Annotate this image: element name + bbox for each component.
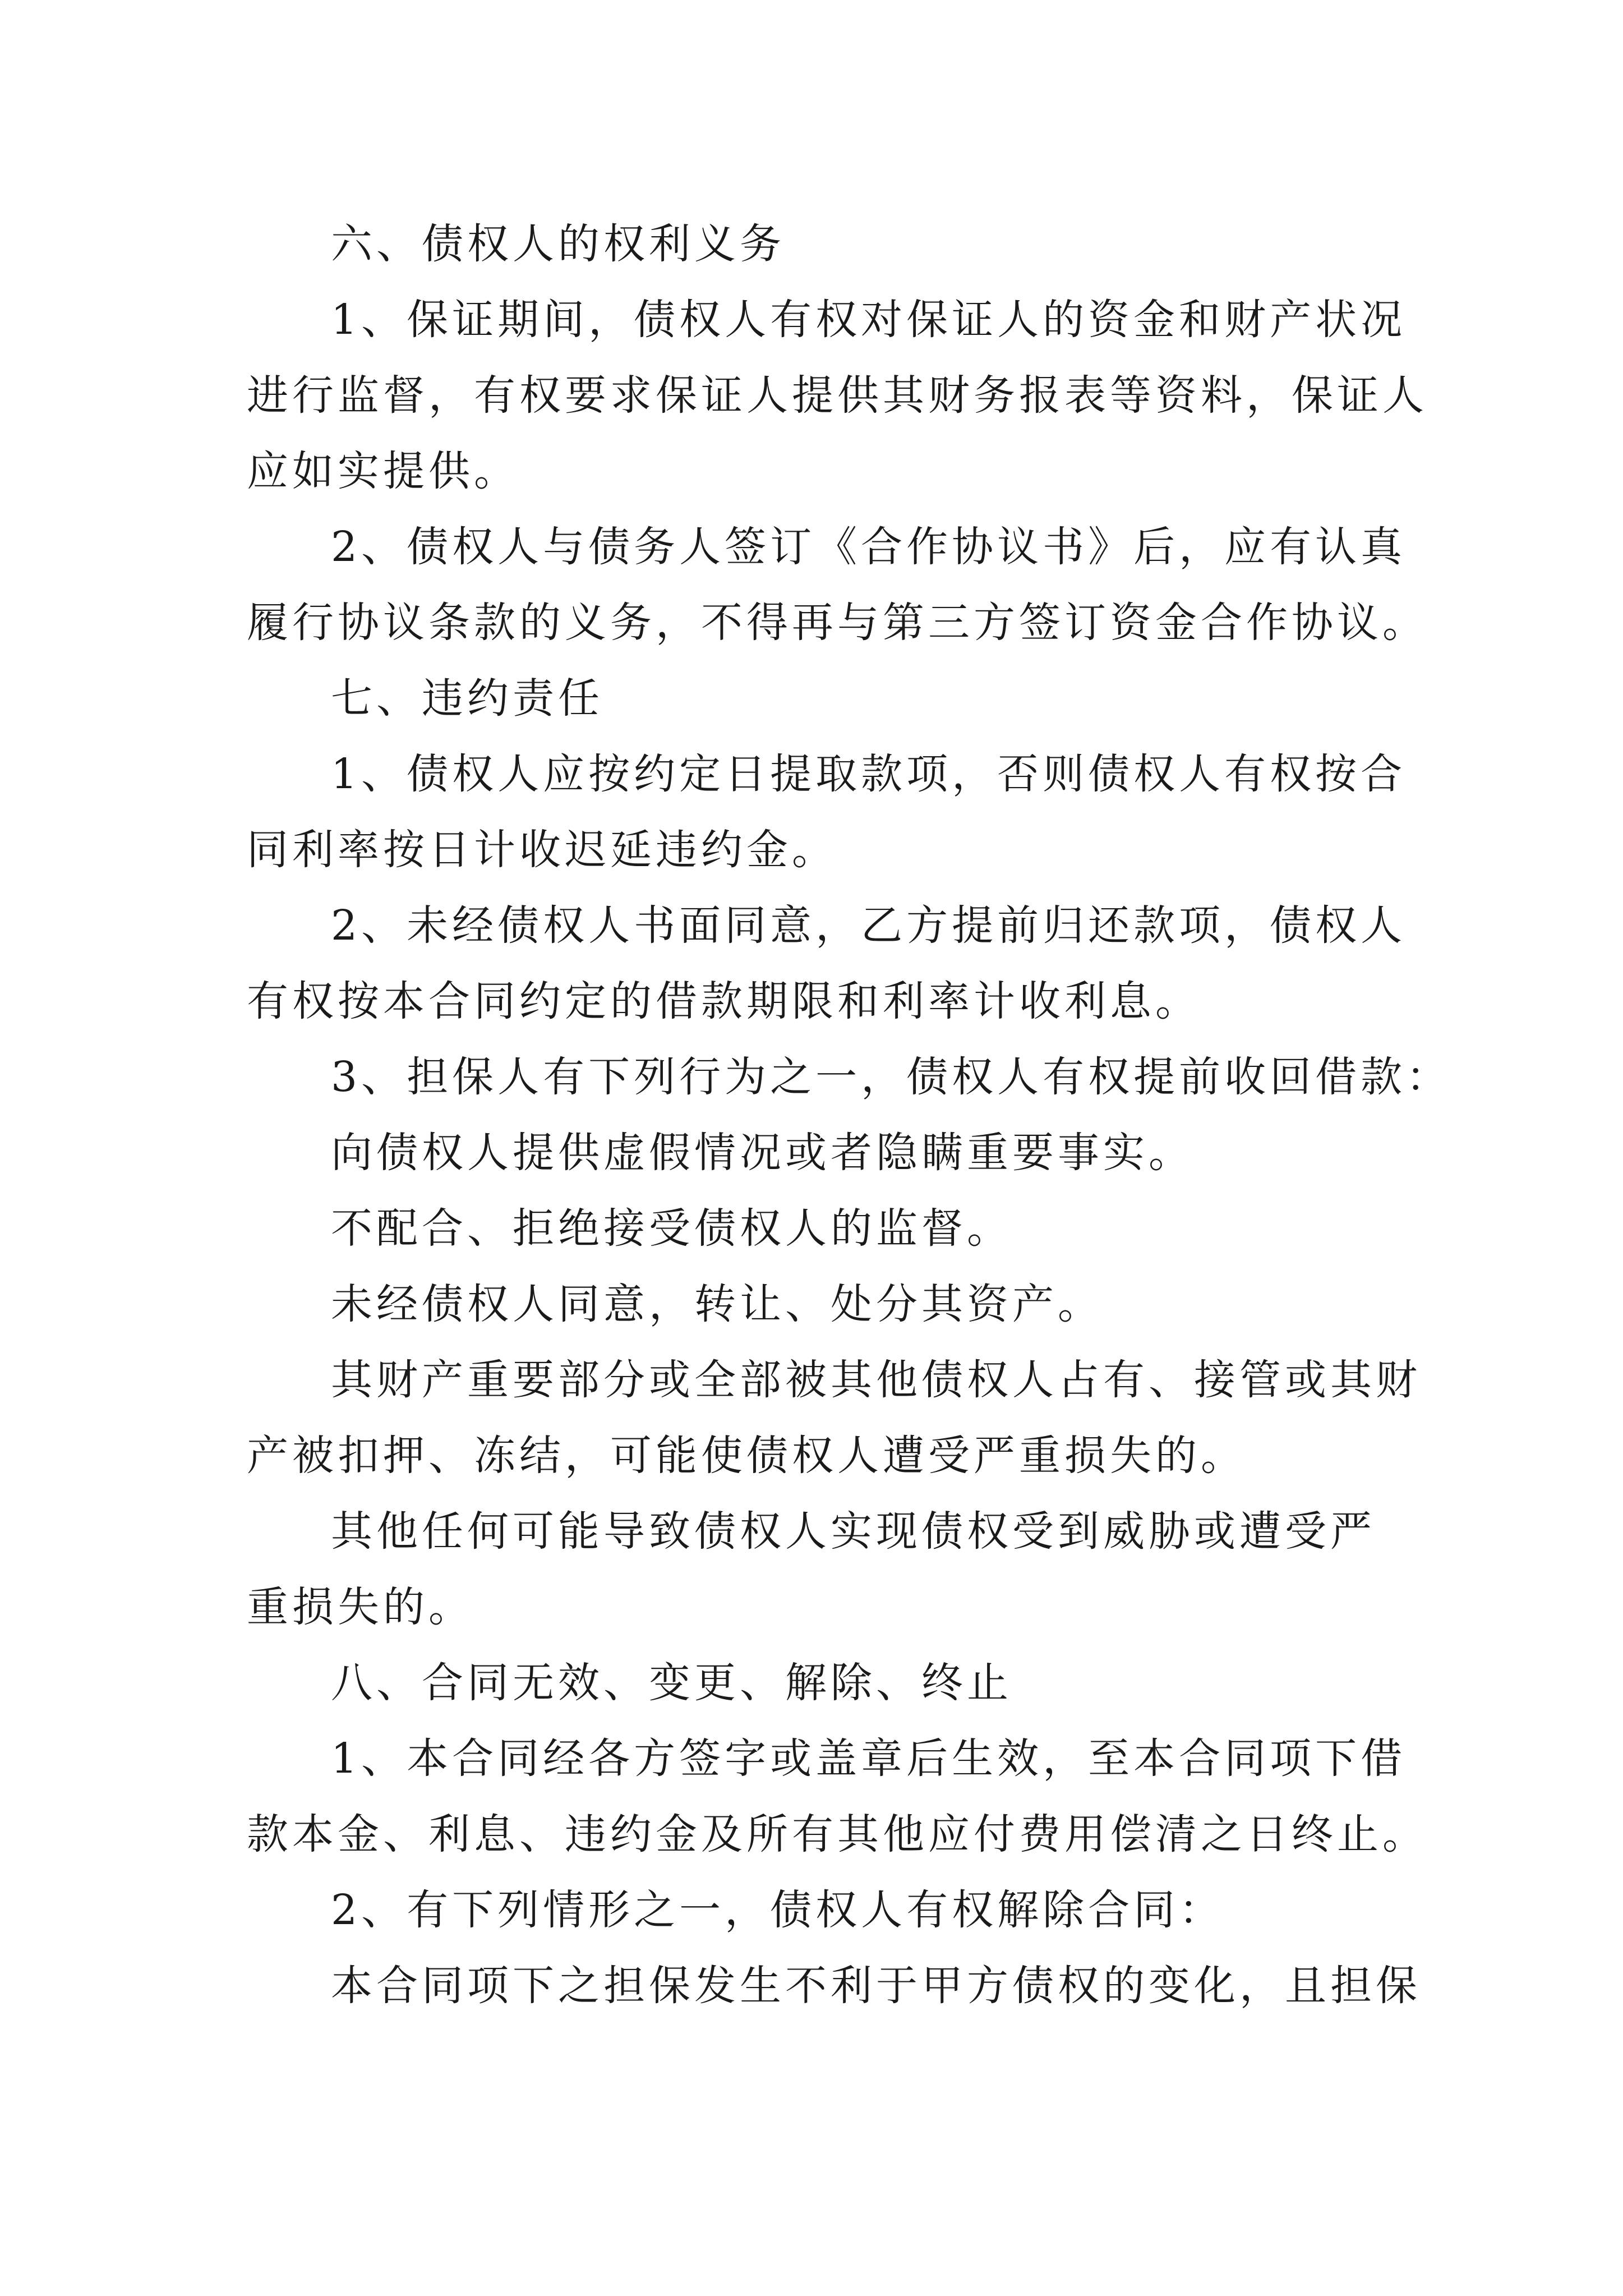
paragraph-line: 有权按本合同约定的借款期限和利率计收利息。: [247, 977, 1201, 1025]
section-heading-creditor-rights: 六、债权人的权利义务: [331, 220, 785, 268]
paragraph-line: 3、担保人有下列行为之一，债权人有权提前收回借款：: [331, 1053, 1452, 1101]
paragraph-line: 向债权人提供虚假情况或者隐瞒重要事实。: [331, 1129, 1194, 1177]
paragraph-line: 应如实提供。: [247, 447, 519, 495]
paragraph-line: 重损失的。: [247, 1583, 474, 1631]
paragraph-line: 1、本合同经各方签字或盖章后生效，至本合同项下借: [331, 1734, 1407, 1783]
paragraph-line: 2、未经债权人书面同意，乙方提前归还款项，债权人: [331, 901, 1407, 950]
paragraph-line: 其他任何可能导致债权人实现债权受到威胁或遭受严: [331, 1507, 1376, 1556]
paragraph-line: 1、保证期间，债权人有权对保证人的资金和财产状况: [331, 296, 1407, 344]
section-heading-contract-termination: 八、合同无效、变更、解除、终止: [331, 1659, 1012, 1707]
paragraph-line: 不配合、拒绝接受债权人的监督。: [331, 1204, 1012, 1253]
paragraph-line: 2、债权人与债务人签订《合作协议书》后，应有认真: [331, 523, 1407, 571]
paragraph-line: 本合同项下之担保发生不利于甲方债权的变化，且担保: [331, 1962, 1421, 2010]
paragraph-line: 同利率按日计收迟延违约金。: [247, 826, 837, 874]
paragraph-line: 进行监督，有权要求保证人提供其财务报表等资料，保证人: [247, 371, 1428, 420]
paragraph-line: 履行协议条款的义务，不得再与第三方签订资金合作协议。: [247, 599, 1428, 647]
paragraph-line: 产被扣押、冻结，可能使债权人遭受严重损失的。: [247, 1432, 1246, 1480]
paragraph-line: 其财产重要部分或全部被其他债权人占有、接管或其财: [331, 1356, 1421, 1404]
paragraph-line: 1、债权人应按约定日提取款项，否则债权人有权按合: [331, 750, 1407, 798]
section-heading-breach-liability: 七、违约责任: [331, 674, 603, 723]
paragraph-line: 2、有下列情形之一，债权人有权解除合同：: [331, 1886, 1225, 1934]
paragraph-line: 款本金、利息、违约金及所有其他应付费用偿清之日终止。: [247, 1810, 1428, 1858]
paragraph-line: 未经债权人同意，转让、处分其资产。: [331, 1280, 1103, 1328]
